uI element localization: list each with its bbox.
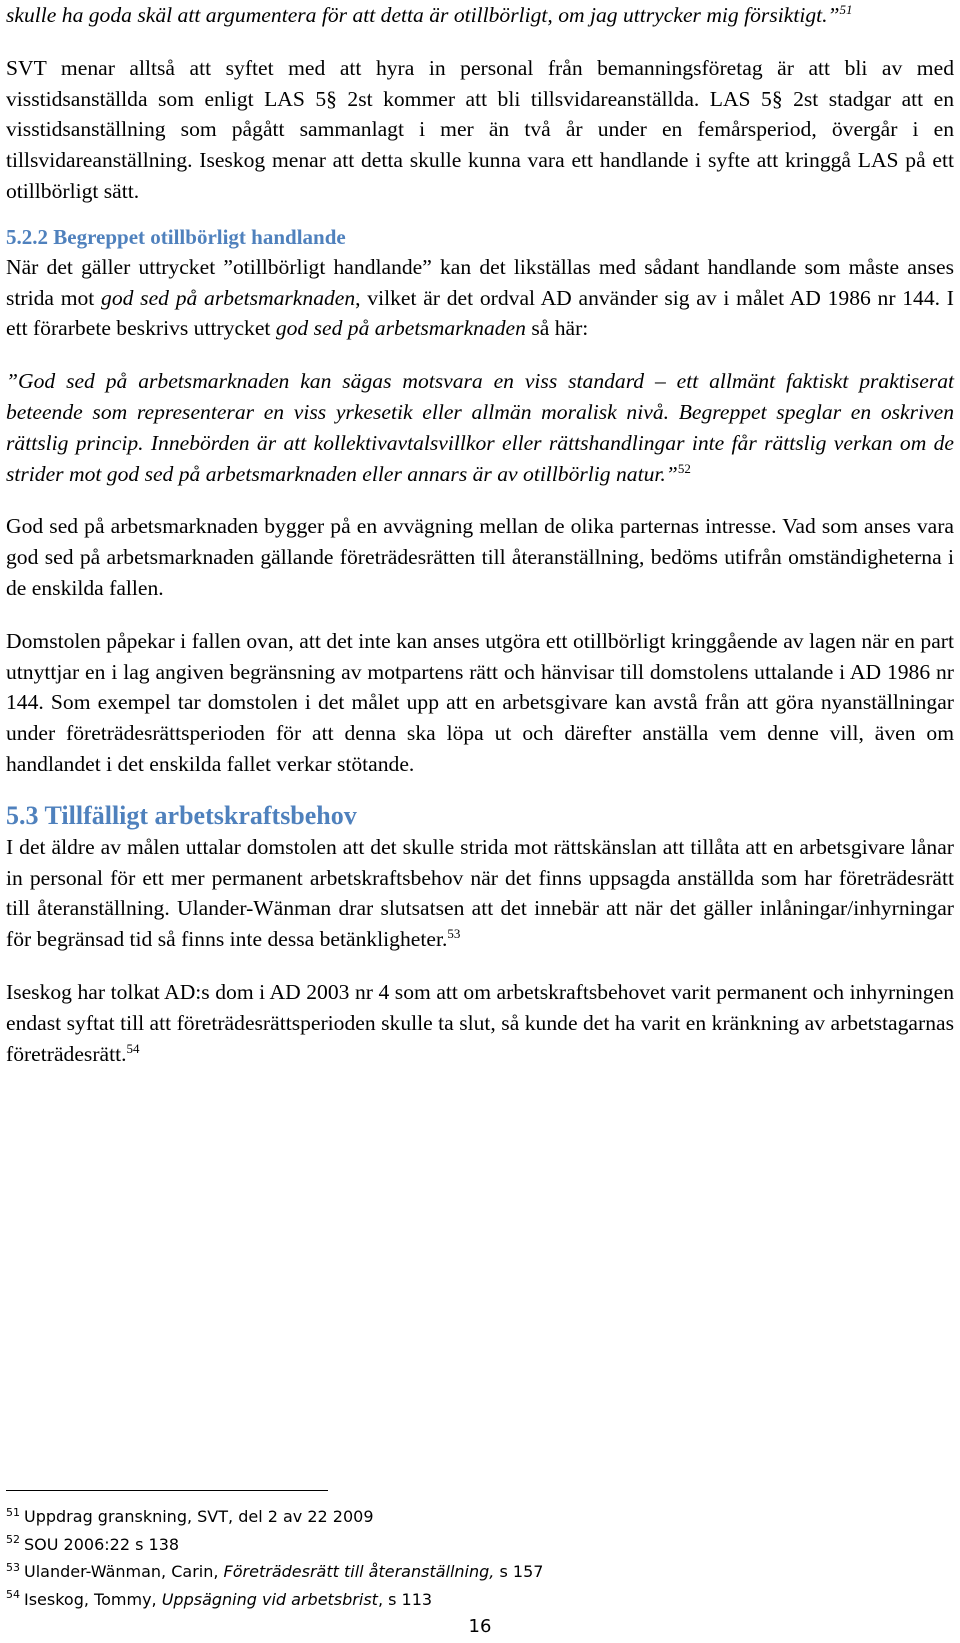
paragraph-text: När det gäller uttrycket ”otillbörligt handlande” kan det likställas med sådant handlande som måste anses strida mot: [6, 254, 954, 310]
paragraph-text: 2st stadgar att en visstidsanställning som pågått sammanlagt i mer än två år under en femårsperiod, övergår i en tillsvidareanställning. Iseskog menar att detta skulle kunna vara ett handlande i syfte att kringgå LAS på ett otillbörligt sätt.: [6, 86, 954, 203]
paragraph-domstolen: Domstolen påpekar i fallen ovan, att det inte kan anses utgöra ett otillbörligt kringgående av lagen när en part utnyttjar en i lag angiven begränsning av motpartens rätt och hänvisar till domstolens uttalande i AD 1986 nr 144. Som exempel tar domstolen i det målet upp att en arbetsgivare kan avstå från att göra nyanställningar under företrädesrättsperioden för att denna ska löpa ut och därefter anställa vem denne vill, även om handlandet i det enskilda fallet verkar stötande.: [6, 628, 954, 776]
paragraph-text: 2st kommer att bli tillsvidareanställda. LAS 5: [336, 86, 772, 111]
footnote-ref-54[interactable]: 54: [126, 1040, 140, 1056]
footnote-ref-52[interactable]: 52: [677, 460, 691, 476]
footnote-separator: [6, 1490, 328, 1491]
paragraph-text: I det äldre av målen uttalar domstolen att det skulle strida mot rättskänslan att tillåta att en arbetsgivare lånar in personal för ett mer permanent arbetskraftsbehov när det finns uppsagda anställda som har företrädesrätt till återanställning. Ulander-Wänman drar slutsatsen att det innebär att när det gäller inlåningar/inhyrningar för begränsad tid så finns inte dessa betänkligheter.: [6, 834, 954, 952]
paragraph-begrepp: [6, 252, 954, 344]
heading-5-3: 5.3 Tillfälligt arbetskraftsbehov: [6, 800, 357, 830]
footnote: [6, 1586, 954, 1614]
quote-text: skulle ha goda skäl att argumentera för att detta är otillbörligt, om jag uttrycker mig försiktigt.”: [6, 3, 840, 27]
block-quote-god-sed: [6, 366, 954, 489]
page-number: 16: [468, 1616, 492, 1637]
footnote-text: SOU 2006:22 s 138: [24, 1534, 180, 1554]
footnote-number: 54: [6, 1588, 20, 1602]
footnote: [6, 1531, 954, 1559]
paragraph-avvagning: God sed på arbetsmarknaden bygger på en avvägning mellan de olika parternas intresse. Vad som anses vara god sed på arbetsmarknaden gällande företrädesrätten till återanställning, bedöms utifrån omständigheterna i de enskilda fallen.: [6, 514, 954, 600]
paragraph-text: , vilket är det ordval AD använder sig av i målet AD 1986 nr 144. I ett förarbete beskrivs uttrycket: [6, 285, 954, 341]
footnote-text: Iseskog, Tommy,: [24, 1589, 162, 1609]
section-symbol: §: [771, 86, 783, 111]
footnote-number: 52: [6, 1533, 20, 1547]
paragraph-svt: [6, 53, 954, 207]
block-quote-continuation: [6, 0, 954, 31]
footnote-title: Företrädesrätt till återanställning,: [223, 1562, 495, 1581]
paragraph-text: så här:: [525, 316, 589, 341]
footnote-title: Uppsägning vid arbetsbrist: [161, 1589, 378, 1609]
paragraph-iseskog: [6, 977, 954, 1069]
footnote-number: 51: [6, 1505, 20, 1519]
document-page: [6, 0, 954, 1640]
quote-text: ”God sed på arbetsmarknaden kan sägas motsvara en viss standard – ett allmänt faktiskt praktiserat beteende som representerar en viss yrkesetik eller allmän moralisk nivå. Begreppet speglar en oskriven rättslig princip. Innebörden är att kollektivavtalsvillkor eller rättshandlingar inte får rättslig verkan om de strider mot god sed på arbetsmarknaden eller annars är av otillbörlig natur.”: [6, 369, 954, 486]
section-symbol: §: [326, 86, 337, 111]
footnote-ref-51[interactable]: 51: [839, 1, 853, 17]
footnote: [6, 1558, 954, 1586]
footnote-text: , s 113: [377, 1589, 433, 1609]
paragraph-aldre: [6, 832, 954, 955]
paragraph-text: SVT menar alltså att syftet med att hyra in personal från bemanningsföretag är att bli av med visstidsanställda som enligt LAS 5: [6, 55, 954, 111]
footnote: [6, 1503, 954, 1531]
paragraph-text: Iseskog har tolkat AD:s dom i AD 2003 nr 4 som att om arbetskraftsbehovet varit permanent och inhyrningen endast syftat till att företrädesrättsperioden skulle ta slut, så kunde det ha varit en kränkning av arbetstagarnas företrädesrätt.: [6, 979, 954, 1066]
italic-term: god sed på arbetsmarknaden: [275, 316, 526, 341]
footnote-text: s 157: [494, 1562, 544, 1581]
footnote-number: 53: [6, 1560, 20, 1574]
italic-term: god sed på arbetsmarknaden: [101, 285, 356, 310]
footnote-text: Ulander-Wänman, Carin,: [24, 1562, 224, 1581]
footnotes: [6, 1490, 954, 1613]
footnote-text: Uppdrag granskning, SVT, del 2 av 22 2009: [24, 1507, 374, 1526]
footnote-ref-53[interactable]: 53: [447, 925, 461, 941]
heading-5-2-2: 5.2.2 Begreppet otillbörligt handlande: [6, 224, 346, 249]
